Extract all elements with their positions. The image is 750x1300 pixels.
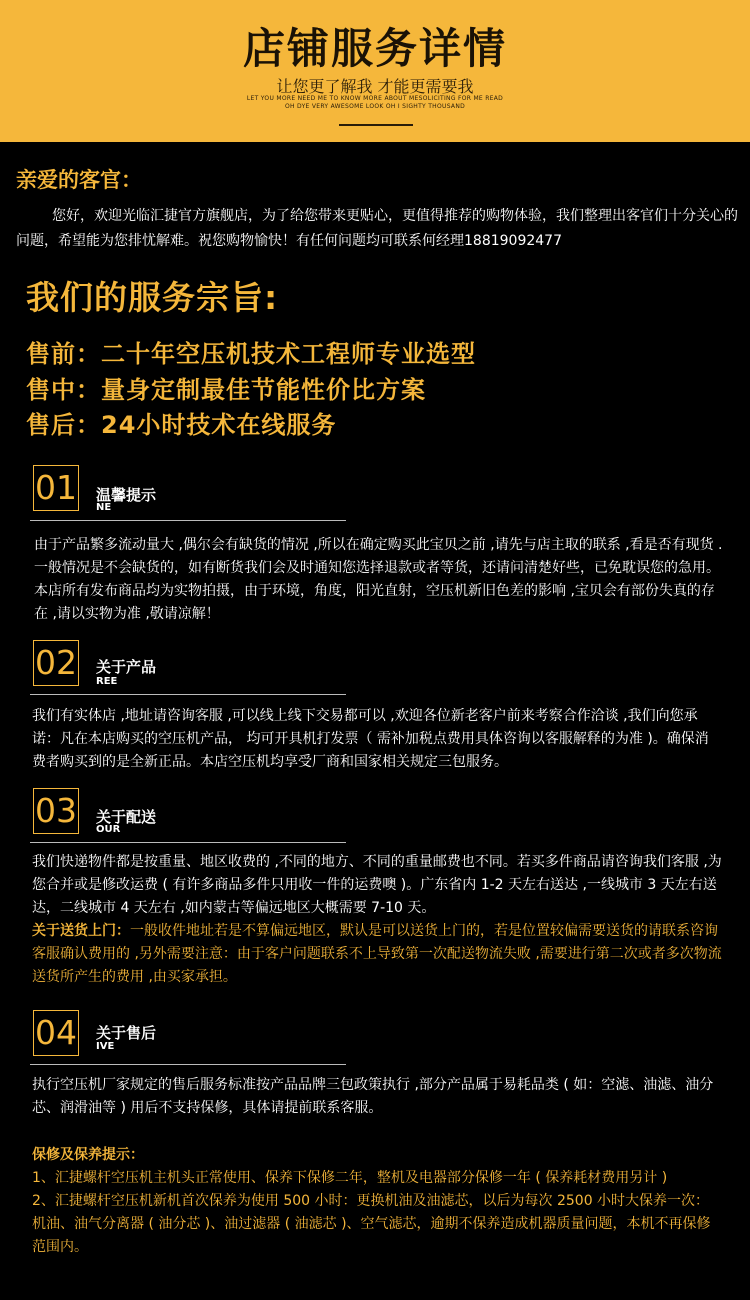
section-body-aftersale: 执行空压机厂家规定的售后服务标准按产品品牌三包政策执行 ,部分产品属于易耗品类 ( 如：空滤、油滤、油分芯、润滑油等 ) 用后不支持保修，具体请提前联系客服。 <box>32 1077 714 1116</box>
section-english-tips: NE <box>96 502 112 513</box>
section-divider <box>30 842 346 843</box>
section-divider <box>30 1064 346 1065</box>
mission-line-insale: 售中：量身定制最佳节能性价比方案 <box>26 376 426 404</box>
header-divider <box>339 124 413 126</box>
delivery-note-text: 一般收件地址若是不算偏远地区，默认是可以送货上门的，若是位置较偏需要送货的请联系咨询客服确认费用的 ,另外需要注意：由于客户问题联系不上导致第一次配送物流失败 ,需要进行第二次或者多次物流送货所产生的费用 ,由买家承担。 <box>32 923 722 985</box>
section-title-product: 关于产品 <box>96 658 157 676</box>
section-number-04: 04 <box>33 1010 79 1056</box>
section-number-02: 02 <box>33 640 79 686</box>
english-tagline-line-1: LET YOU MORE NEED ME TO KNOW MORE ABOUT MESOLICITING FOR ME READ <box>246 95 504 102</box>
section-english-product: REE <box>96 676 118 687</box>
greeting-title: 亲爱的客官： <box>16 168 142 192</box>
greeting-body: 您好，欢迎光临汇捷官方旗舰店，为了给您带来更贴心，更值得推荐的购物体验，我们整理出客官们十分关心的问题，希望能为您排忧解难。祝您购物愉快！有任何问题均可联系何经理18819092477 <box>16 208 738 249</box>
page-subtitle: 让您更了解我 才能更需要我 <box>276 77 474 96</box>
section-number-01: 01 <box>33 465 79 511</box>
mission-line-presale: 售前：二十年空压机技术工程师专业选型 <box>26 340 476 368</box>
section-title-tips: 温馨提示 <box>96 486 157 504</box>
delivery-note <box>32 920 722 989</box>
section-title-aftersale: 关于售后 <box>96 1024 157 1042</box>
section-body-delivery: 我们快递物件都是按重量、地区收费的 ,不同的地方、不同的重量邮费也不同。若买多件商品请咨询我们客服 ,为您合并或是修改运费 ( 有许多商品多件只用收一件的运费噢 )。广东省内 1-2 天左右送达 ,一线城市 3 天左右送达，二线城市 4 天左右 ,如内蒙古等偏远地区大概需要 7-10 天。 <box>32 854 722 916</box>
english-tagline-line-2: OH DYE VERY AWESOME LOOK OH I SIGHTY THOUSAND <box>284 103 466 110</box>
section-english-aftersale: IVE <box>96 1041 115 1052</box>
page-title: 店铺服务详情 <box>242 24 507 73</box>
section-english-delivery: OUR <box>96 824 121 835</box>
section-body-product: 我们有实体店 ,地址请咨询客服 ,可以线上线下交易都可以 ,欢迎各位新老客户前来考察合作洽谈 ,我们向您承诺：凡在本店购买的空压机产品， 均可开具机打发票（ 需补加税点费用具体咨询以客服解释的为准 )。确保消费者购买到的是全新正品。本店空压机均享受厂商和国家相关规定三包服务。 <box>32 708 709 770</box>
section-body-tips: 由于产品繁多流动量大 ,偶尔会有缺货的情况 ,所以在确定购买此宝贝之前 ,请先与店主取的联系 ,看是否有现货 . 一般情况是不会缺货的，如有断货我们会及时通知您选择退款或者等货，还请问清楚好些，已免耽误您的急用。本店所有发布商品均为实物拍摄，由于环境，角度，阳光直射，空压机新旧色差的影响 ,宝贝会有部份失真的存在 ,请以实物为准 ,敬请凉解！ <box>34 537 723 622</box>
section-divider <box>30 694 346 695</box>
warranty-tip-2: 2、汇捷螺杆空压机新机首次保养为使用 500 小时：更换机油及油滤芯，以后为每次 2500 小时大保养一次：机油、油气分离器 ( 油分芯 )、油过滤器 ( 油滤芯 )、空气滤芯，逾期不保养造成机器质量问题，本机不再保修范围内。 <box>32 1193 711 1255</box>
mission-line-aftersale: 售后：24小时技术在线服务 <box>26 411 337 439</box>
english-tagline <box>230 95 520 111</box>
warranty-tips-title: 保修及保养提示： <box>32 1147 144 1163</box>
warranty-tip-1: 1、汇捷螺杆空压机主机头正常使用、保养下保修二年，整机及电器部分保修一年 ( 保养耗材费用另计 ) <box>32 1170 668 1186</box>
header-banner <box>0 0 750 142</box>
delivery-note-label: 关于送货上门： <box>32 923 130 939</box>
mission-title: 我们的服务宗旨: <box>26 278 279 317</box>
section-divider <box>30 520 346 521</box>
section-number-03: 03 <box>33 788 79 834</box>
section-title-delivery: 关于配送 <box>96 808 157 826</box>
